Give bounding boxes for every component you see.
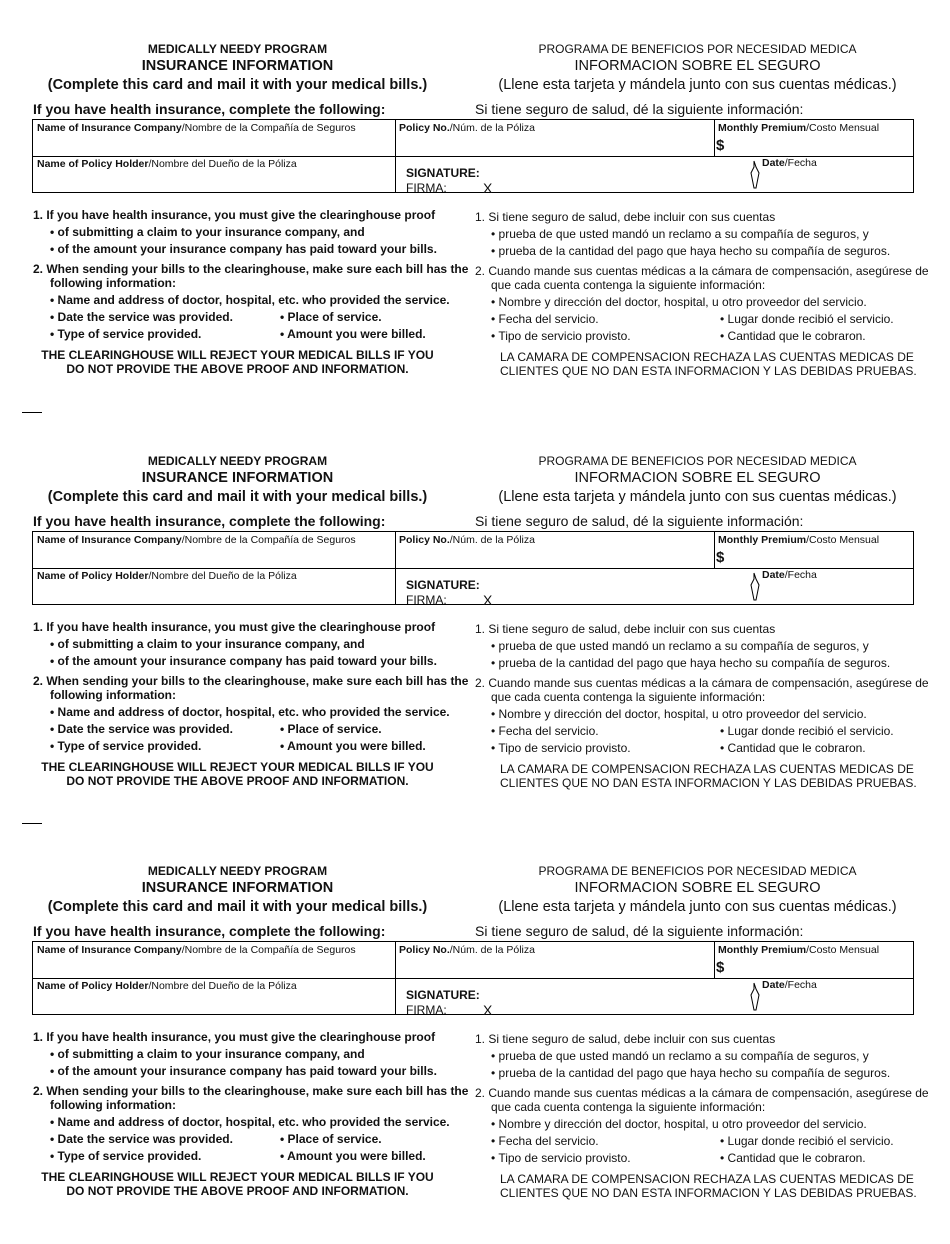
monthly-premium-label-en: Monthly Premium xyxy=(718,122,807,134)
signature-label-en: SIGNATURE: xyxy=(406,578,480,592)
signature-line[interactable]: X xyxy=(483,592,493,608)
insurance-card-2 xyxy=(0,454,950,834)
currency-symbol: $ xyxy=(716,959,725,976)
instruction-1-es: 1. Si tiene seguro de salud, debe incluir con sus cuentas xyxy=(475,210,776,224)
if-insured-prompt-en: If you have health insurance, complete the following: xyxy=(33,513,386,529)
warning-line-2-en: DO NOT PROVIDE THE ABOVE PROOF AND INFORMATION. xyxy=(66,1184,409,1198)
signature-label-en: SIGNATURE: xyxy=(406,166,480,180)
instruction-1b-es: • prueba de la cantidad del pago que haya hecho su compañía de seguros. xyxy=(491,656,891,670)
if-insured-prompt-en: If you have health insurance, complete the following: xyxy=(33,101,386,117)
insurance-form-table xyxy=(32,531,914,605)
insurance-company-field[interactable] xyxy=(33,942,395,978)
instruction-2e-en: • Amount you were billed. xyxy=(280,327,426,341)
instruction-2d-es: • Tipo de servicio provisto. xyxy=(491,741,631,755)
instruction-2d-es: • Tipo de servicio provisto. xyxy=(491,329,631,343)
warning-line-2-en: DO NOT PROVIDE THE ABOVE PROOF AND INFORMATION. xyxy=(66,774,409,788)
insurance-card-1 xyxy=(0,42,950,422)
policy-holder-label-en: Name of Policy Holder xyxy=(37,980,149,992)
monthly-premium-label-es: /Costo Mensual xyxy=(806,122,880,134)
rejection-warning-en xyxy=(35,760,440,788)
instruction-1a-en: • of submitting a claim to your insurance company, and xyxy=(50,1047,365,1061)
rejection-warning-en xyxy=(35,348,440,376)
policy-number-field[interactable] xyxy=(395,532,714,568)
instruction-2-cont-en: following information: xyxy=(50,1098,176,1112)
instruction-1-en: 1. If you have health insurance, you must give the clearinghouse proof xyxy=(33,620,436,634)
insurance-form-table xyxy=(32,119,914,193)
date-field[interactable] xyxy=(762,157,817,169)
instruction-1a-es: • prueba de que usted mandó un reclamo a su compañía de seguros, y xyxy=(491,227,869,241)
card-title-es: INFORMACION SOBRE EL SEGURO xyxy=(574,880,821,896)
instruction-2e-es: • Cantidad que le cobraron. xyxy=(720,1151,866,1165)
date-field[interactable] xyxy=(762,979,817,991)
rejection-warning-es xyxy=(500,1172,917,1200)
instruction-2-en: 2. When sending your bills to the clearinghouse, make sure each bill has the xyxy=(33,674,469,688)
policy-holder-label-en: Name of Policy Holder xyxy=(37,158,149,170)
instruction-2a-en: • Name and address of doctor, hospital, etc. who provided the service. xyxy=(50,705,450,719)
instruction-2d-es: • Tipo de servicio provisto. xyxy=(491,1151,631,1165)
instruction-2-es: 2. Cuando mande sus cuentas médicas a la cámara de compensación, asegúrese de xyxy=(475,676,929,690)
card-title-es: INFORMACION SOBRE EL SEGURO xyxy=(574,470,821,486)
date-label-es: /Fecha xyxy=(784,157,817,169)
date-label-en: Date xyxy=(762,569,785,581)
instruction-2e-es: • Cantidad que le cobraron. xyxy=(720,741,866,755)
signature-label-en: SIGNATURE: xyxy=(406,988,480,1002)
card-title-en: INSURANCE INFORMATION xyxy=(141,470,334,486)
warning-line-1-en: THE CLEARINGHOUSE WILL REJECT YOUR MEDICAL BILLS IF YOU xyxy=(41,1170,434,1184)
policy-number-field[interactable] xyxy=(395,942,714,978)
instruction-2e-en: • Amount you were billed. xyxy=(280,739,426,753)
program-title-es: PROGRAMA DE BENEFICIOS POR NECESIDAD MEDICA xyxy=(538,454,857,468)
instruction-2a-es: • Nombre y dirección del doctor, hospital, u otro proveedor del servicio. xyxy=(491,295,867,309)
signature-label-es: FIRMA: xyxy=(406,593,447,607)
instruction-1a-es: • prueba de que usted mandó un reclamo a su compañía de seguros, y xyxy=(491,1049,869,1063)
date-label-es: /Fecha xyxy=(784,979,817,991)
instruction-2-es: 2. Cuando mande sus cuentas médicas a la cámara de compensación, asegúrese de xyxy=(475,264,929,278)
monthly-premium-label-es: /Costo Mensual xyxy=(806,534,880,546)
instruction-2a-es: • Nombre y dirección del doctor, hospital, u otro proveedor del servicio. xyxy=(491,1117,867,1131)
insurance-company-label-en: Name of Insurance Company xyxy=(37,944,182,956)
instruction-1-es: 1. Si tiene seguro de salud, debe incluir con sus cuentas xyxy=(475,622,776,636)
instruction-2-cont-es: que cada cuenta contenga la siguiente información: xyxy=(491,1100,766,1114)
signature-label-es: FIRMA: xyxy=(406,1003,447,1017)
warning-line-1-en: THE CLEARINGHOUSE WILL REJECT YOUR MEDICAL BILLS IF YOU xyxy=(41,760,434,774)
warning-line-2-es: CLIENTES QUE NO DAN ESTA INFORMACION Y LAS DEBIDAS PRUEBAS. xyxy=(500,776,917,790)
monthly-premium-field[interactable] xyxy=(714,942,914,978)
monthly-premium-field[interactable] xyxy=(714,120,914,156)
policy-holder-field[interactable] xyxy=(33,978,395,1014)
instruction-2a-en: • Name and address of doctor, hospital, etc. who provided the service. xyxy=(50,1115,450,1129)
instruction-2c-en: • Place of service. xyxy=(280,1132,382,1146)
monthly-premium-label-es: /Costo Mensual xyxy=(806,944,880,956)
date-label-en: Date xyxy=(762,979,785,991)
policy-number-label-es: /Núm. de la Póliza xyxy=(449,944,535,956)
instruction-1b-en: • of the amount your insurance company has paid toward your bills. xyxy=(50,1064,437,1078)
instruction-1-en: 1. If you have health insurance, you must give the clearinghouse proof xyxy=(33,208,436,222)
if-insured-prompt-es: Si tiene seguro de salud, dé la siguiente información: xyxy=(475,101,804,117)
policy-number-label-es: /Núm. de la Póliza xyxy=(449,122,535,134)
instruction-2b-es: • Fecha del servicio. xyxy=(491,724,599,738)
instruction-2-es: 2. Cuando mande sus cuentas médicas a la cámara de compensación, asegúrese de xyxy=(475,1086,929,1100)
policy-holder-label-es: /Nombre del Dueño de la Póliza xyxy=(148,570,297,582)
policy-holder-label-es: /Nombre del Dueño de la Póliza xyxy=(148,980,297,992)
instruction-2a-es: • Nombre y dirección del doctor, hospital, u otro proveedor del servicio. xyxy=(491,707,867,721)
instruction-2b-en: • Date the service was provided. xyxy=(50,722,233,736)
instruction-2b-es: • Fecha del servicio. xyxy=(491,312,599,326)
instruction-2e-es: • Cantidad que le cobraron. xyxy=(720,329,866,343)
instruction-1a-en: • of submitting a claim to your insurance company, and xyxy=(50,637,365,651)
card-subtitle-en: (Complete this card and mail it with your medical bills.) xyxy=(47,899,428,915)
policy-number-label-en: Policy No. xyxy=(399,122,450,134)
instruction-1-es: 1. Si tiene seguro de salud, debe incluir con sus cuentas xyxy=(475,1032,776,1046)
warning-line-1-es: LA CAMARA DE COMPENSACION RECHAZA LAS CUENTAS MEDICAS DE xyxy=(500,350,914,364)
instruction-2c-es: • Lugar donde recibió el servicio. xyxy=(720,1134,894,1148)
currency-symbol: $ xyxy=(716,549,725,566)
if-insured-prompt-es: Si tiene seguro de salud, dé la siguiente información: xyxy=(475,923,804,939)
policy-holder-label-en: Name of Policy Holder xyxy=(37,570,149,582)
instruction-2c-en: • Place of service. xyxy=(280,310,382,324)
monthly-premium-label-en: Monthly Premium xyxy=(718,944,807,956)
date-field[interactable] xyxy=(762,569,817,581)
instruction-2-cont-es: que cada cuenta contenga la siguiente información: xyxy=(491,690,766,704)
instruction-2d-en: • Type of service provided. xyxy=(50,327,202,341)
instruction-2c-en: • Place of service. xyxy=(280,722,382,736)
policy-number-label-en: Policy No. xyxy=(399,944,450,956)
instruction-2b-en: • Date the service was provided. xyxy=(50,310,233,324)
warning-line-2-en: DO NOT PROVIDE THE ABOVE PROOF AND INFORMATION. xyxy=(66,362,409,376)
program-title-es: PROGRAMA DE BENEFICIOS POR NECESIDAD MEDICA xyxy=(538,42,857,56)
date-label-en: Date xyxy=(762,157,785,169)
instruction-2c-es: • Lugar donde recibió el servicio. xyxy=(720,724,894,738)
instruction-2-cont-en: following information: xyxy=(50,688,176,702)
instruction-1b-es: • prueba de la cantidad del pago que haya hecho su compañía de seguros. xyxy=(491,1066,891,1080)
card-title-es: INFORMACION SOBRE EL SEGURO xyxy=(574,58,821,74)
policy-holder-field[interactable] xyxy=(33,156,395,192)
instruction-2-en: 2. When sending your bills to the clearinghouse, make sure each bill has the xyxy=(33,1084,469,1098)
insurance-form-table xyxy=(32,941,914,1015)
date-label-es: /Fecha xyxy=(784,569,817,581)
instruction-1-en: 1. If you have health insurance, you must give the clearinghouse proof xyxy=(33,1030,436,1044)
card-title-en: INSURANCE INFORMATION xyxy=(141,880,334,896)
instruction-2c-es: • Lugar donde recibió el servicio. xyxy=(720,312,894,326)
instruction-2-cont-es: que cada cuenta contenga la siguiente información: xyxy=(491,278,766,292)
insurance-company-label-en: Name of Insurance Company xyxy=(37,122,182,134)
policy-number-label-en: Policy No. xyxy=(399,534,450,546)
if-insured-prompt-es: Si tiene seguro de salud, dé la siguiente información: xyxy=(475,513,804,529)
currency-symbol: $ xyxy=(716,137,725,154)
signature-line[interactable]: X xyxy=(483,1002,493,1018)
card-subtitle-en: (Complete this card and mail it with your medical bills.) xyxy=(47,489,428,505)
insurance-company-label-es: /Nombre de la Compañía de Seguros xyxy=(181,534,356,546)
program-title-en: MEDICALLY NEEDY PROGRAM xyxy=(147,864,328,878)
rejection-warning-es xyxy=(500,350,917,378)
rejection-warning-es xyxy=(500,762,917,790)
instruction-2a-en: • Name and address of doctor, hospital, etc. who provided the service. xyxy=(50,293,450,307)
instruction-1a-es: • prueba de que usted mandó un reclamo a su compañía de seguros, y xyxy=(491,639,869,653)
insurance-company-label-en: Name of Insurance Company xyxy=(37,534,182,546)
instruction-2-cont-en: following information: xyxy=(50,276,176,290)
cut-line-mark xyxy=(22,412,42,413)
if-insured-prompt-en: If you have health insurance, complete the following: xyxy=(33,923,386,939)
instruction-2b-en: • Date the service was provided. xyxy=(50,1132,233,1146)
cut-line-mark xyxy=(22,823,42,824)
insurance-company-label-es: /Nombre de la Compañía de Seguros xyxy=(181,122,356,134)
warning-line-2-es: CLIENTES QUE NO DAN ESTA INFORMACION Y LAS DEBIDAS PRUEBAS. xyxy=(500,1186,917,1200)
insurance-company-label-es: /Nombre de la Compañía de Seguros xyxy=(181,944,356,956)
instruction-1a-en: • of submitting a claim to your insurance company, and xyxy=(50,225,365,239)
card-title-en: INSURANCE INFORMATION xyxy=(141,58,334,74)
policy-number-label-es: /Núm. de la Póliza xyxy=(449,534,535,546)
warning-line-2-es: CLIENTES QUE NO DAN ESTA INFORMACION Y LAS DEBIDAS PRUEBAS. xyxy=(500,364,917,378)
card-subtitle-es: (Llene esta tarjeta y mándela junto con sus cuentas médicas.) xyxy=(498,489,897,505)
monthly-premium-field[interactable] xyxy=(714,532,914,568)
instruction-2d-en: • Type of service provided. xyxy=(50,739,202,753)
signature-label-es: FIRMA: xyxy=(406,181,447,195)
warning-line-1-en: THE CLEARINGHOUSE WILL REJECT YOUR MEDICAL BILLS IF YOU xyxy=(41,348,434,362)
program-title-en: MEDICALLY NEEDY PROGRAM xyxy=(147,454,328,468)
insurance-card-3 xyxy=(0,864,950,1244)
card-subtitle-es: (Llene esta tarjeta y mándela junto con sus cuentas médicas.) xyxy=(498,77,897,93)
insurance-company-field[interactable] xyxy=(33,532,395,568)
signature-line[interactable]: X xyxy=(483,180,493,196)
instruction-1b-es: • prueba de la cantidad del pago que haya hecho su compañía de seguros. xyxy=(491,244,891,258)
policy-holder-field[interactable] xyxy=(33,568,395,604)
card-subtitle-es: (Llene esta tarjeta y mándela junto con sus cuentas médicas.) xyxy=(498,899,897,915)
insurance-company-field[interactable] xyxy=(33,120,395,156)
instruction-2-en: 2. When sending your bills to the clearinghouse, make sure each bill has the xyxy=(33,262,469,276)
program-title-es: PROGRAMA DE BENEFICIOS POR NECESIDAD MEDICA xyxy=(538,864,857,878)
instruction-1b-en: • of the amount your insurance company has paid toward your bills. xyxy=(50,242,437,256)
program-title-en: MEDICALLY NEEDY PROGRAM xyxy=(147,42,328,56)
warning-line-1-es: LA CAMARA DE COMPENSACION RECHAZA LAS CUENTAS MEDICAS DE xyxy=(500,762,914,776)
instruction-2d-en: • Type of service provided. xyxy=(50,1149,202,1163)
card-subtitle-en: (Complete this card and mail it with your medical bills.) xyxy=(47,77,428,93)
warning-line-1-es: LA CAMARA DE COMPENSACION RECHAZA LAS CUENTAS MEDICAS DE xyxy=(500,1172,914,1186)
monthly-premium-label-en: Monthly Premium xyxy=(718,534,807,546)
rejection-warning-en xyxy=(35,1170,440,1198)
instruction-2b-es: • Fecha del servicio. xyxy=(491,1134,599,1148)
policy-holder-label-es: /Nombre del Dueño de la Póliza xyxy=(148,158,297,170)
policy-number-field[interactable] xyxy=(395,120,714,156)
instruction-2e-en: • Amount you were billed. xyxy=(280,1149,426,1163)
instruction-1b-en: • of the amount your insurance company has paid toward your bills. xyxy=(50,654,437,668)
